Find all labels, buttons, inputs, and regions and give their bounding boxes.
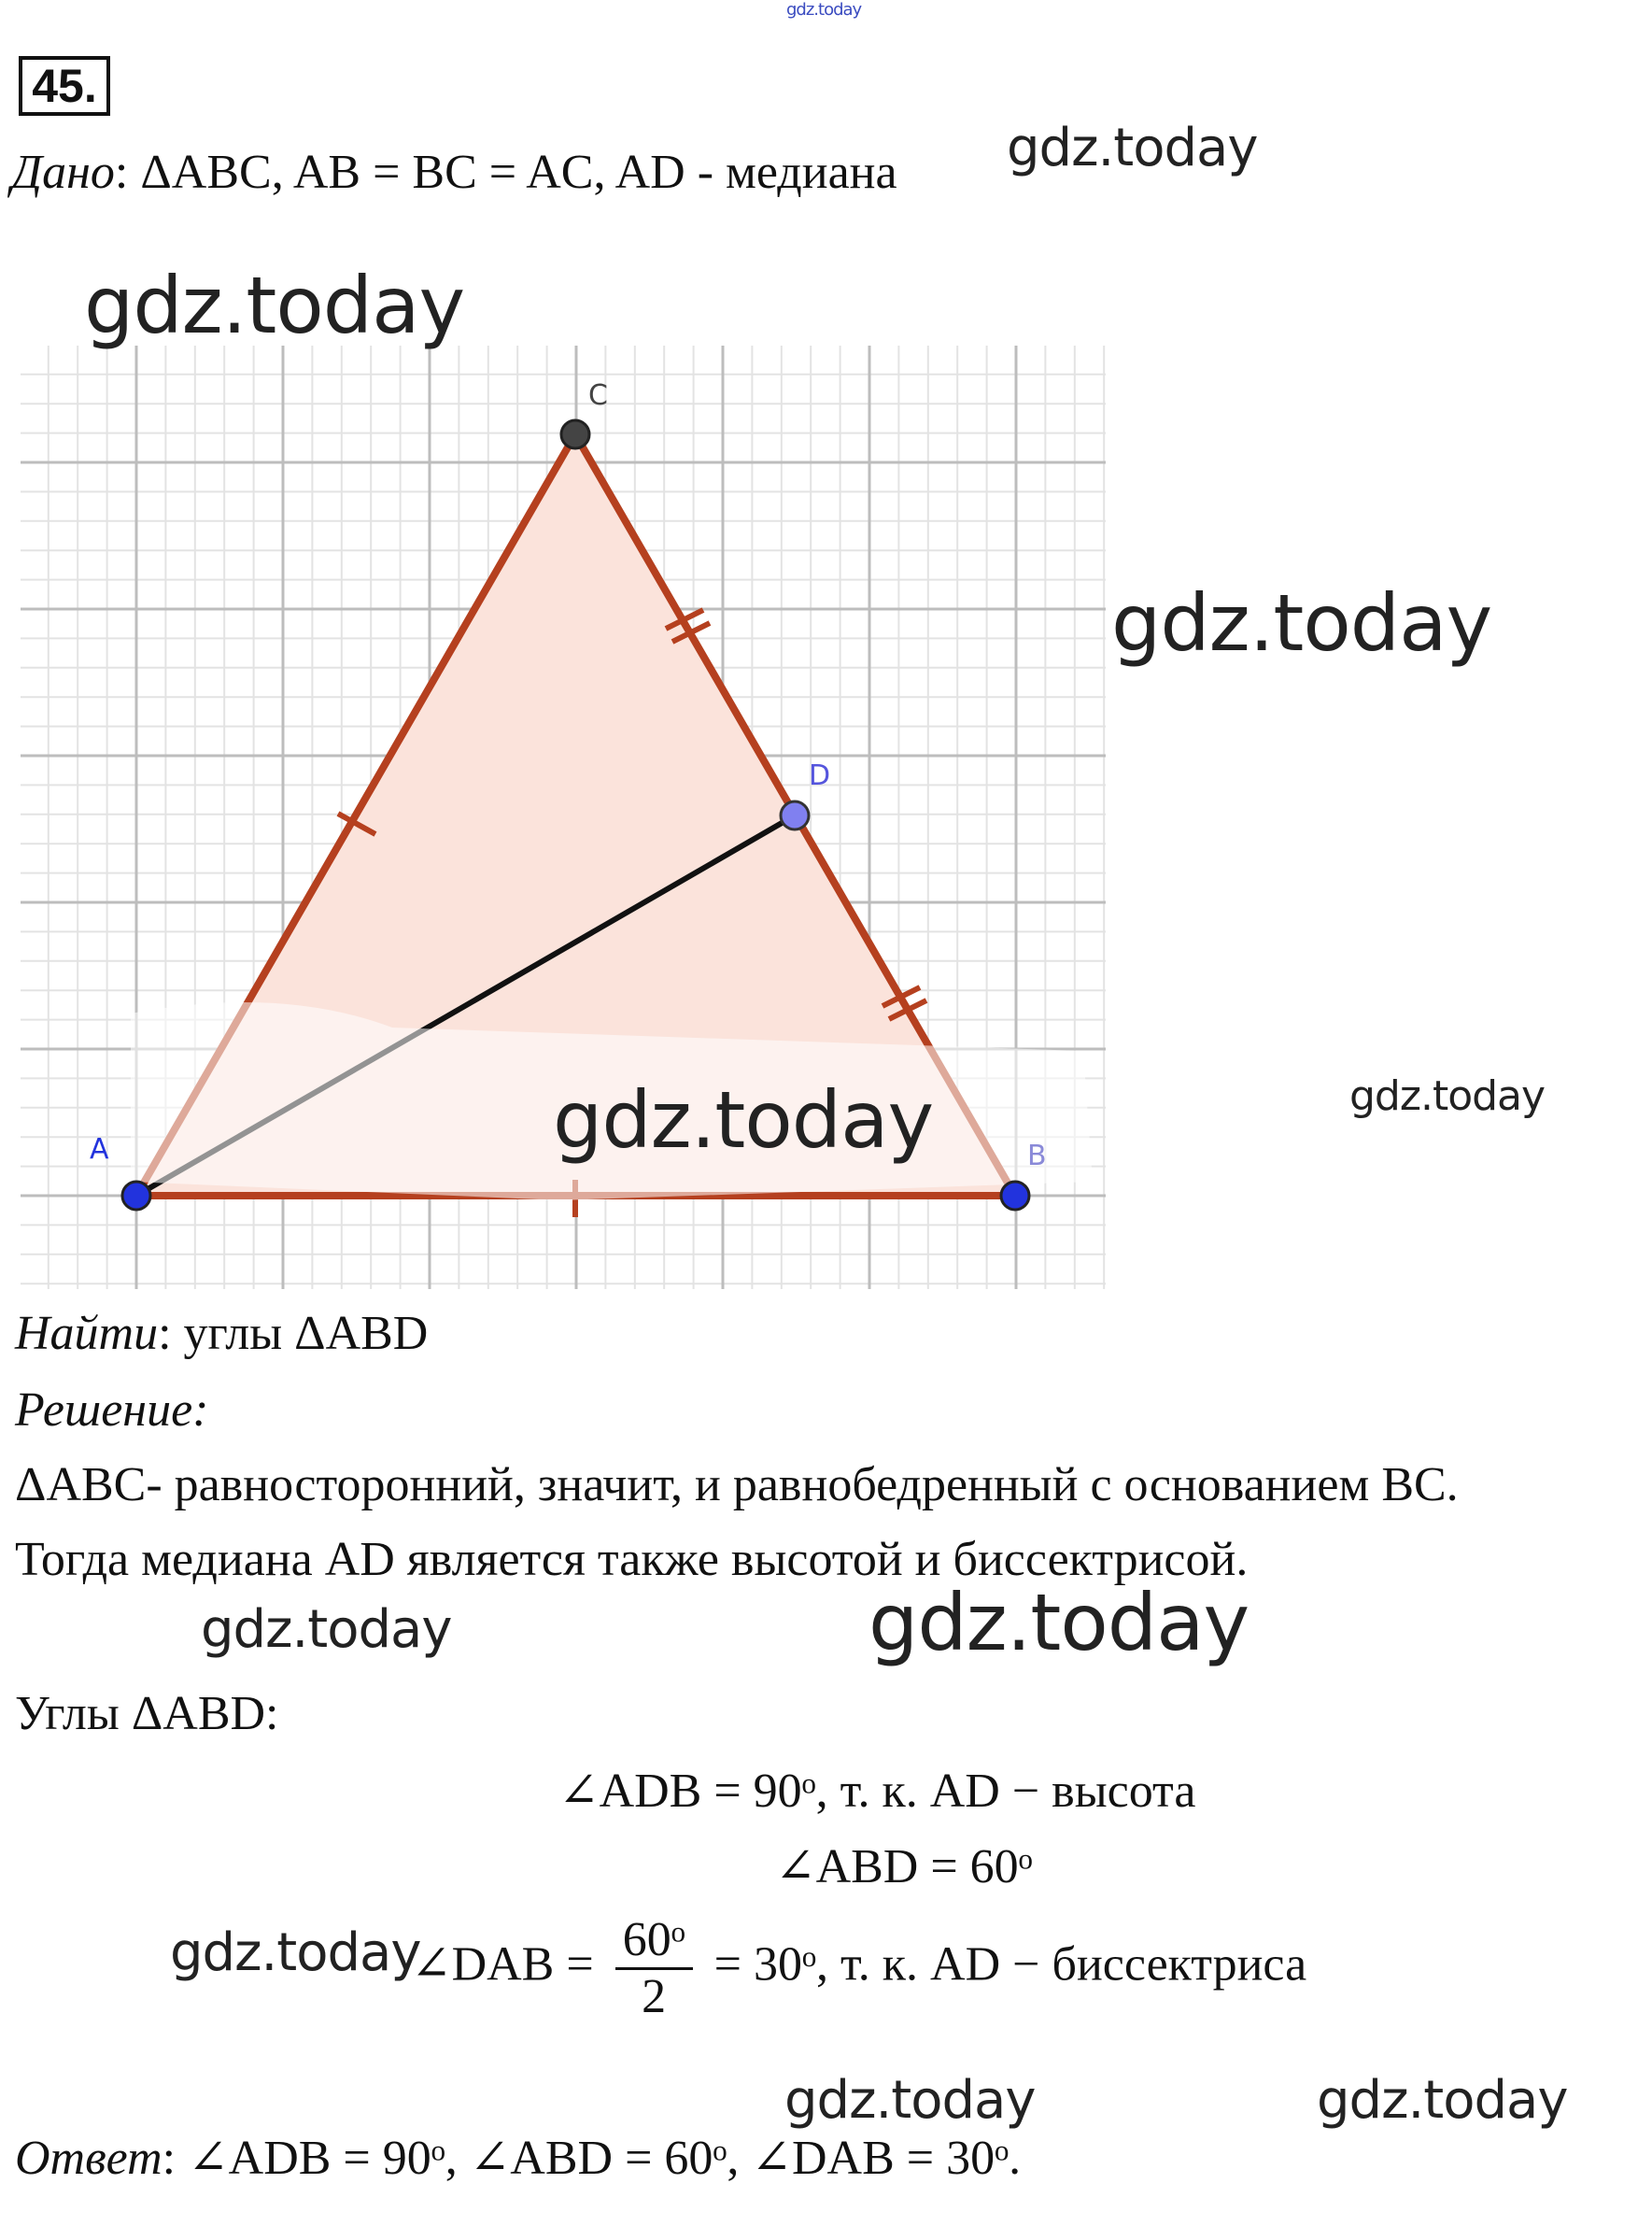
solution-line-2: Тогда медиана AD является также высотой и биссектрисой. — [15, 1533, 1249, 1586]
find-label: Найти — [15, 1307, 159, 1360]
equation-3-lhs: ∠DAB = — [411, 1937, 594, 1992]
point-b — [1001, 1182, 1029, 1210]
given-line — [11, 145, 897, 200]
watermark: gdz.today — [84, 260, 465, 351]
watermark: gdz.today — [1349, 1072, 1546, 1120]
watermark: gdz.today — [170, 1922, 421, 1983]
watermark: gdz.today — [868, 1577, 1250, 1668]
equation-3 — [411, 1913, 1306, 2024]
watermark: gdz.today — [201, 1599, 452, 1660]
equation-1: ∠ADB = 90ᵒ, т. к. AD − высота — [558, 1765, 1196, 1818]
answer-text: : ∠ADB = 90ᵒ, ∠ABD = 60ᵒ, ∠DAB = 30ᵒ. — [162, 2132, 1022, 2185]
watermark: gdz.today — [784, 2070, 1036, 2131]
label-c: C — [588, 379, 608, 412]
point-a — [122, 1182, 150, 1210]
watermark: gdz.today — [1007, 118, 1258, 178]
label-a: A — [90, 1133, 109, 1166]
equation-2: ∠ABD = 60ᵒ — [775, 1840, 1033, 1893]
given-label: Дано — [11, 146, 115, 199]
label-b: B — [1027, 1140, 1047, 1172]
solution-label: Решение: — [15, 1383, 209, 1437]
fraction-numerator: 60ᵒ — [615, 1913, 693, 1970]
angles-heading: Углы ΔABD: — [15, 1687, 279, 1740]
watermark: gdz.today — [553, 1074, 934, 1166]
watermark: gdz.today — [1317, 2070, 1568, 2131]
find-text: : углы ΔABD — [158, 1307, 429, 1360]
point-c — [561, 420, 589, 448]
given-text: : ΔABC, AB = BC = AC, AD - медиана — [114, 146, 897, 199]
find-line — [15, 1306, 428, 1361]
solution-line-1: ΔABC- равносторонний, значит, и равнобедренный с основанием BC. — [15, 1458, 1459, 1511]
fraction-denominator: 2 — [642, 1970, 667, 2023]
label-d: D — [809, 759, 831, 792]
answer-line — [15, 2130, 1021, 2186]
problem-number: 45. — [19, 56, 110, 116]
answer-label: Ответ — [15, 2132, 162, 2185]
fraction — [615, 1913, 693, 2024]
watermark: gdz.today — [1111, 577, 1492, 669]
point-d — [781, 801, 809, 829]
header-watermark: gdz.today — [786, 0, 862, 20]
equation-3-rhs: = 30ᵒ, т. к. AD − биссектриса — [713, 1937, 1307, 1992]
